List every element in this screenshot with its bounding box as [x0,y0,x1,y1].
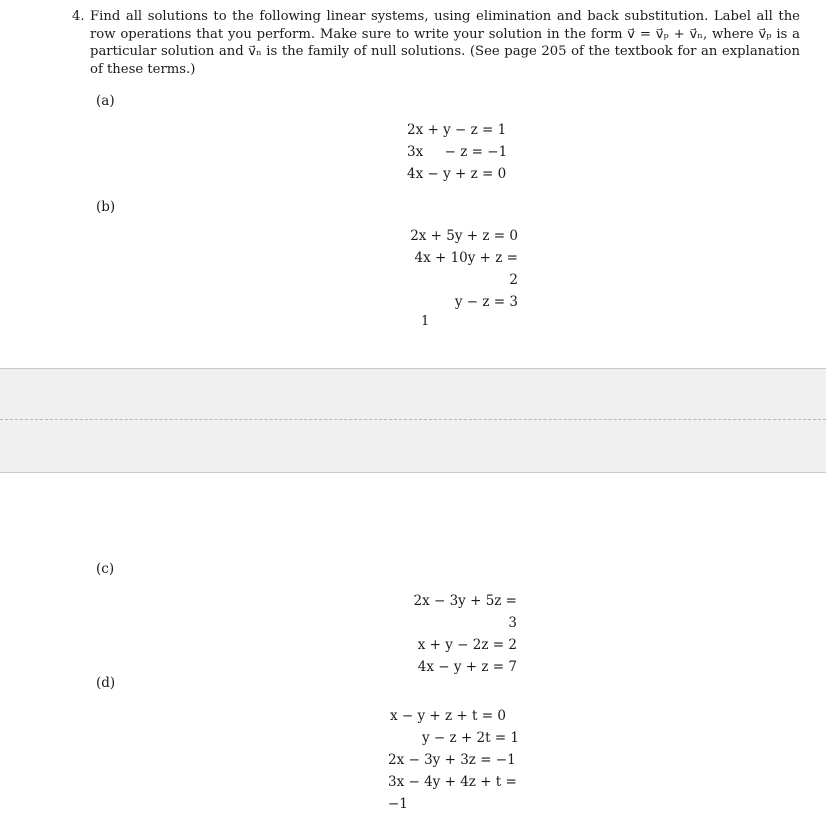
equation-row: 2x − 3y + 3z = −1 [388,752,516,768]
part-c-label: (c) [96,561,115,577]
part-a-label: (a) [96,93,115,109]
page-number: 1 [421,314,430,329]
page-break-divider [0,419,826,420]
equation-row: x + y − 2z = 2 [417,637,517,653]
equation-row: 4x + 10y + z = 2 [414,250,518,288]
equation-row: 2x + 5y + z = 0 [410,228,518,244]
equation-row: y − z = 3 [454,294,518,310]
system-a [407,119,507,185]
page-break [0,368,826,473]
equation-row: 3x − z = −1 [407,144,508,160]
problem-statement [72,8,800,78]
equation-row: x − y + z + t = 0 [390,708,506,724]
equation-row: 2x + y − z = 1 [407,122,507,138]
system-d [388,705,540,815]
equation-row: 2x − 3y + 5z = 3 [413,593,517,631]
equation-row: 4x − y + z = 7 [417,659,517,675]
part-b-label: (b) [96,199,116,215]
system-c [403,590,517,678]
part-d-label: (d) [96,675,116,691]
equation-row: 4x − y + z = 0 [407,166,507,182]
problem-number: 4. [72,9,85,24]
problem-text: Find all solutions to the following linear systems, using elimination and back substitution. Label all the row operations that you perform. Make sure to write your solution in the form v⃗ = v⃗ₚ + v⃗ₙ, where v⃗ₚ is a particular solution and v⃗ₙ is the family of null solutions. (See page 205 of the textbook for an explanation of these terms.) [90,9,800,77]
equation-row: y − z + 2t = 1 [422,730,520,746]
equation-row: 3x − 4y + 4z + t = −1 [388,774,517,812]
system-b [404,225,518,313]
